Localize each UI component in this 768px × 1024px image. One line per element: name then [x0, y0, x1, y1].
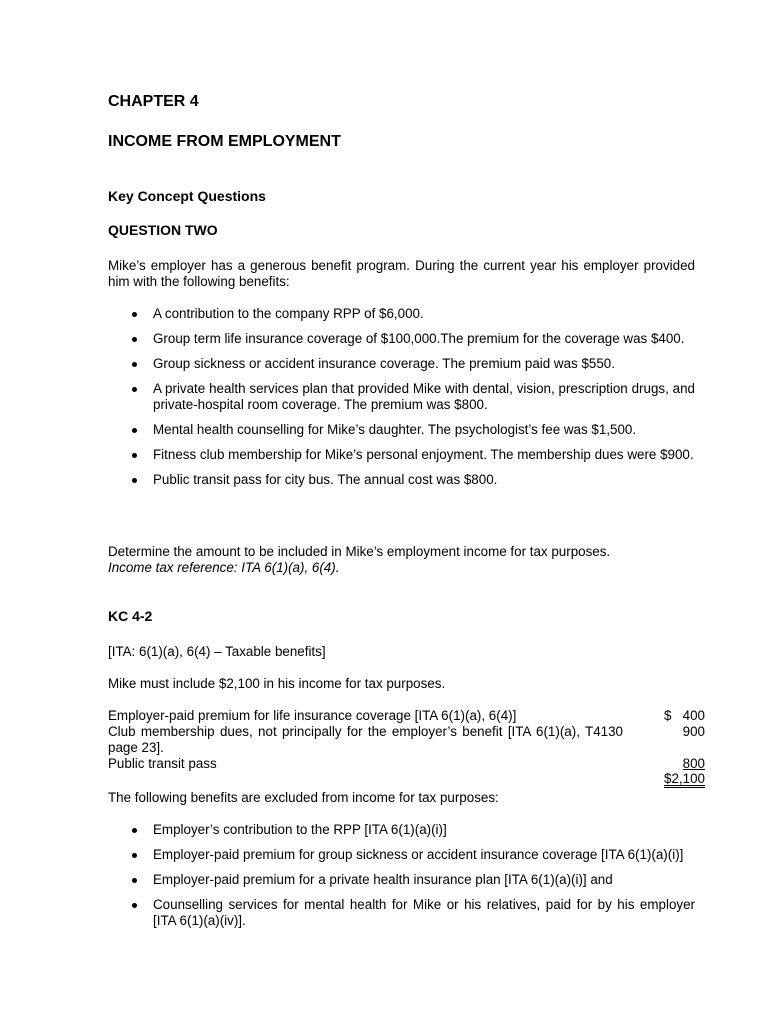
list-item: Employer’s contribution to the RPP [ITA 6(1)(a)(i)]: [108, 822, 695, 838]
tax-reference: Income tax reference: ITA 6(1)(a), 6(4).: [108, 560, 340, 575]
calc-row-description: Public transit pass: [108, 756, 217, 771]
bullet-icon: [132, 903, 137, 908]
bullet-icon: [132, 478, 137, 483]
answer-intro: Mike must include $2,100 in his income for tax purposes.: [108, 676, 446, 691]
list-item: Counselling services for mental health for Mike or his relatives, paid for by his employer [ITA 6(1)(a)(iv)].: [108, 897, 695, 929]
benefits-list: [108, 306, 695, 488]
answer-heading: KC 4-2: [108, 608, 153, 624]
list-item: Employer-paid premium for a private health insurance plan [ITA 6(1)(a)(i)] and: [108, 872, 695, 888]
list-item: Group term life insurance coverage of $100,000.The premium for the coverage was $400.: [108, 331, 695, 347]
calc-total-row: [108, 772, 705, 788]
list-item: Fitness club membership for Mike’s personal enjoyment. The membership dues were $900.: [108, 447, 695, 463]
bullet-icon: [132, 853, 137, 858]
list-item: Group sickness or accident insurance coverage. The premium paid was $550.: [108, 356, 695, 372]
question-task: Determine the amount to be included in Mike’s employment income for tax purposes.: [108, 544, 611, 559]
section-heading: Key Concept Questions: [108, 188, 266, 204]
calculation-table: [108, 708, 705, 788]
calc-total-amount: $2,100: [664, 771, 705, 786]
list-item: A contribution to the company RPP of $6,000.: [108, 306, 695, 322]
bullet-icon: [132, 387, 137, 392]
calc-row-description: Employer-paid premium for life insurance coverage [ITA 6(1)(a), 6(4)]: [108, 708, 517, 723]
calc-row-amount: 800: [682, 756, 705, 771]
list-item: Mental health counselling for Mike’s daughter. The psychologist’s fee was $1,500.: [108, 422, 695, 438]
question-heading: QUESTION TWO: [108, 222, 218, 238]
calc-row: [108, 724, 705, 756]
calc-row-amount: $ 400: [664, 708, 705, 723]
calc-row-description: Club membership dues, not principally for the employer’s benefit [ITA 6(1)(a), T4130 page 23].: [108, 724, 623, 755]
list-item: A private health services plan that provided Mike with dental, vision, prescription drugs, and private-hospital room coverage. The premium was $800.: [108, 381, 695, 413]
excluded-intro: The following benefits are excluded from income for tax purposes:: [108, 790, 499, 805]
list-item: Employer-paid premium for group sickness or accident insurance coverage [ITA 6(1)(a)(i)]: [108, 847, 695, 863]
calc-row: [108, 756, 705, 772]
chapter-heading: CHAPTER 4: [108, 93, 199, 110]
bullet-icon: [132, 362, 137, 367]
calc-row: [108, 708, 705, 724]
bullet-icon: [132, 428, 137, 433]
bullet-icon: [132, 878, 137, 883]
question-intro: Mike’s employer has a generous benefit program. During the current year his employer provided him with the following benefits:: [108, 258, 695, 289]
bullet-icon: [132, 828, 137, 833]
excluded-list: [108, 822, 695, 929]
chapter-title: INCOME FROM EMPLOYMENT: [108, 133, 341, 150]
ita-reference-line: [ITA: 6(1)(a), 6(4) – Taxable benefits]: [108, 644, 326, 659]
list-item: Public transit pass for city bus. The annual cost was $800.: [108, 472, 695, 488]
calc-row-amount: 900: [682, 724, 705, 739]
bullet-icon: [132, 312, 137, 317]
bullet-icon: [132, 453, 137, 458]
bullet-icon: [132, 337, 137, 342]
